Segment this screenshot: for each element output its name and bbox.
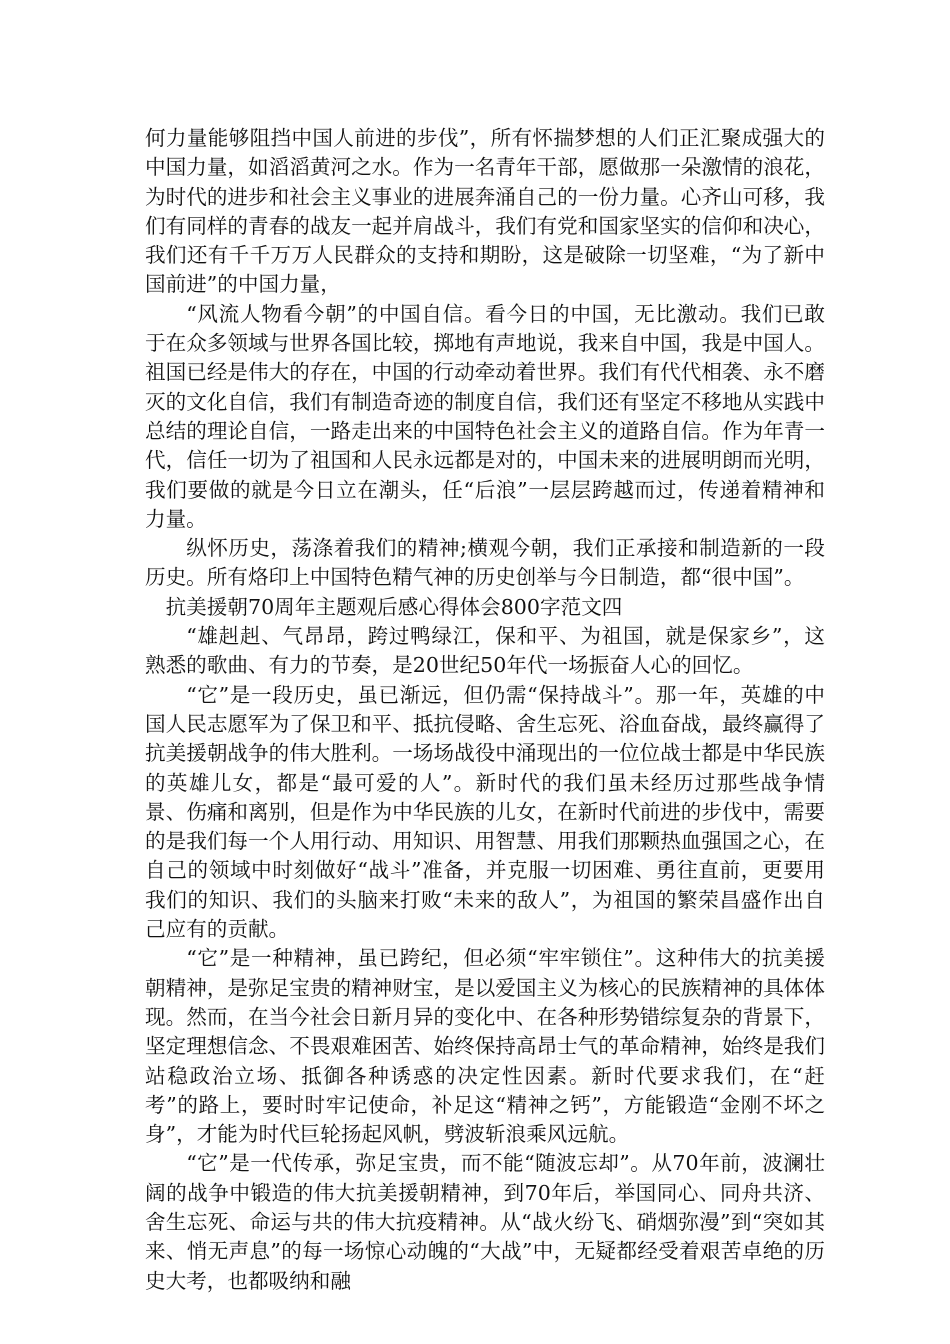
paragraph: “雄赳赳、气昂昂，跨过鸭绿江，保和平、为祖国，就是保家乡”，这熟悉的歌曲、有力的节奏，是20世纪50年代一场振奋人心的回忆。 [145,624,825,678]
section-heading: 抗美援朝70周年主题观后感心得体会800字范文四 [165,594,623,619]
paragraph: 何力量能够阻挡中国人前进的步伐”，所有怀揣梦想的人们正汇聚成强大的中国力量，如滔滔黄河之水。作为一名青年干部，愿做那一朵激情的浪花，为时代的进步和社会主义事业的进展奔涌自己的一份力量。心齐山可移，我们有同样的青春的战友一起并肩战斗，我们有党和国家坚实的信仰和决心，我们还有千千万万人民群众的支持和期盼，这是破除一切坚难，“为了新中国前进”的中国力量， [145,126,825,297]
paragraph: “它”是一段历史，虽已渐远，但仍需“保持战斗”。那一年，英雄的中国人民志愿军为了保卫和平、抵抗侵略、舍生忘死、浴血奋战，最终赢得了抗美援朝战争的伟大胜利。一场场战役中涌现出的一位位战士都是中华民族的英雄儿女，都是“最可爱的人”。新时代的我们虽未经历过那些战争情景、伤痛和离别，但是作为中华民族的儿女，在新时代前进的步伐中，需要的是我们每一个人用行动、用知识、用智慧、用我们那颗热血强国之心，在自己的领域中时刻做好“战斗”准备，并克服一切困难、勇往直前，更要用我们的知识、我们的头脑来打败“未来的敌人”，为祖国的繁荣昌盛作出自己应有的贡献。 [145,682,825,942]
paragraph: “它”是一代传承，弥足宝贵，而不能“随波忘却”。从70年前，波澜壮阔的战争中锻造的伟大抗美援朝精神，到70年后，举国同心、同舟共济、舍生忘死、命运与共的伟大抗疫精神。从“战火纷飞、硝烟弥漫”到“突如其来、悄无声息”的每一场惊心动魄的“大战”中，无疑都经受着艰苦卓绝的历史大考，也都吸纳和融 [145,1151,825,1293]
paragraph: “风流人物看今朝”的中国自信。看今日的中国，无比激动。我们已敢于在众多领域与世界各国比较，掷地有声地说，我来自中国，我是中国人。祖国已经是伟大的存在，中国的行动牵动着世界。我们有代代相袭、永不磨灭的文化自信，我们有制造奇迹的制度自信，我们还有坚定不移地从实践中总结的理论自信，一路走出来的中国特色社会主义的道路自信。作为年青一代，信任一切为了祖国和人民永远都是对的，中国未来的进展明朗而光明，我们要做的就是今日立在潮头，任“后浪”一层层跨越而过，传递着精神和力量。 [145,301,825,531]
paragraph: “它”是一种精神，虽已跨纪，但必须“牢牢锁住”。这种伟大的抗美援朝精神，是弥足宝贵的精神财宝，是以爱国主义为核心的民族精神的具体体现。然而，在当今社会日新月异的变化中、在各种形势错综复杂的背景下，坚定理想信念、不畏艰难困苦、始终保持高昂士气的革命精神，始终是我们站稳政治立场、抵御各种诱惑的决定性因素。新时代要求我们，在“赶考”的路上，要时时牢记使命，补足这“精神之钙”，方能锻造“金刚不坏之身”，才能为时代巨轮扬起风帆，劈波斩浪乘风远航。 [145,946,825,1147]
document-body [145,124,825,1296]
paragraph: 纵怀历史，荡涤着我们的精神;横观今朝，我们正承接和制造新的一段历史。所有烙印上中国特色精气神的历史创举与今日制造，都“很中国”。 [145,536,825,590]
